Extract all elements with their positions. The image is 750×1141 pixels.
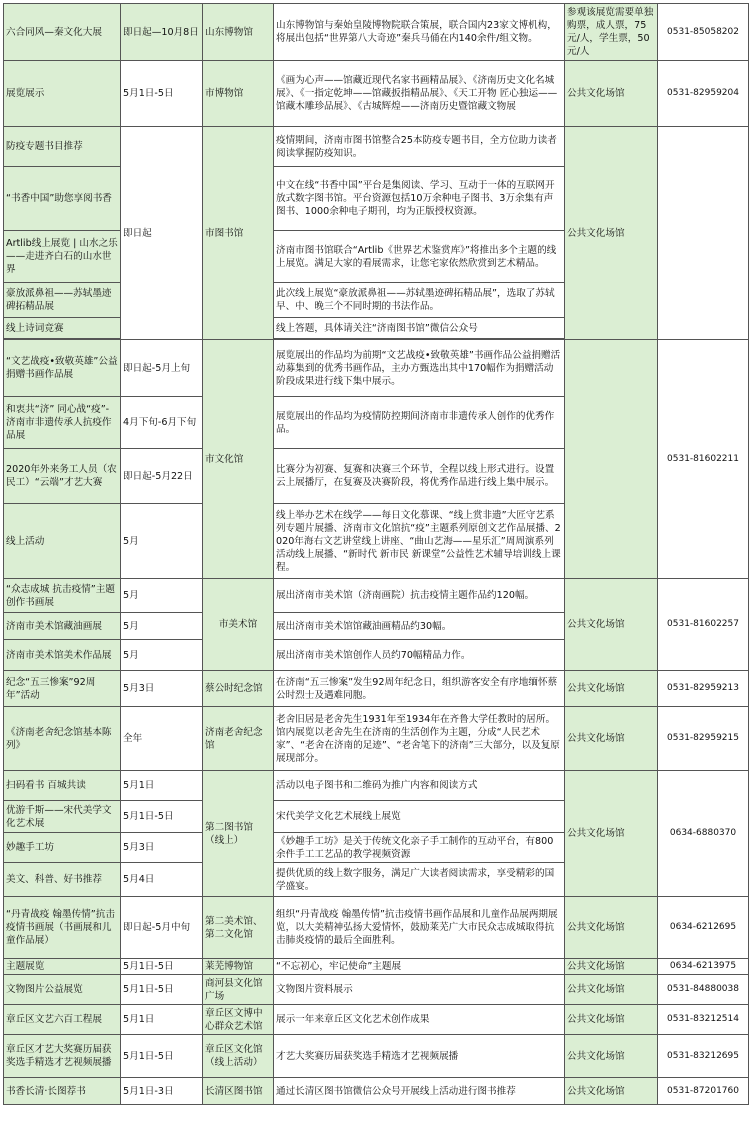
event-time: 5月1日 xyxy=(121,771,203,801)
event-content: 线上举办艺术在线学——每日文化慕课、“线上赏非遗”大匠守艺系列专题片展播、济南市文化馆抗“疫”主题系列原创文艺作品展播、2020年海右文艺讲堂线上讲座、“曲山艺海——星乐汇”周周演系列活动线上展播、“新时代 新市民 新课堂”公益性艺术辅导培训线上课程。 xyxy=(274,504,565,579)
event-venue: 章丘区文化馆（线上活动） xyxy=(203,1035,274,1078)
event-name: “丹青战疫 翰墨传情”抗击疫情书画展（书画展和儿童作品展） xyxy=(4,897,121,959)
event-note: 公共文化场馆 xyxy=(565,1078,658,1105)
event-venue: 蔡公时纪念馆 xyxy=(203,671,274,707)
event-name: 书香长清·长图荐书 xyxy=(4,1078,121,1105)
table-row xyxy=(4,671,749,707)
event-content: 比赛分为初赛、复赛和决赛三个环节，全程以线上形式进行。设置云上展播厅，在复赛及决赛阶段，将优秀作品进行线上集中展示。 xyxy=(274,449,565,504)
event-name: 线上活动 xyxy=(4,504,121,579)
event-time: 5月3日 xyxy=(121,833,203,863)
event-phone: 0531-83212514 xyxy=(658,1005,749,1035)
event-phone: 0531-85058202 xyxy=(658,4,749,61)
table-row xyxy=(4,4,749,61)
event-phone: 0531-82959204 xyxy=(658,61,749,127)
event-time: 即日起-5月上旬 xyxy=(121,340,203,397)
event-phone: 0531-82959215 xyxy=(658,707,749,771)
event-content: 《妙趣手工坊》是关于传统文化亲子手工制作的互动平台，有800余件手工工艺品的教学视频资源 xyxy=(274,833,565,863)
event-venue: 济南老舍纪念馆 xyxy=(203,707,274,771)
event-time: 5月3日 xyxy=(121,671,203,707)
event-content: 疫情期间，济南市图书馆整合25本防疫专题书目，全方位助力读者阅读掌握防疫知识。 xyxy=(274,127,565,167)
event-content: “不忘初心，牢记使命”主题展 xyxy=(274,959,565,975)
event-name: 妙趣手工坊 xyxy=(4,833,121,863)
event-note: 公共文化场馆 xyxy=(565,1035,658,1078)
event-phone: 0634-6212695 xyxy=(658,897,749,959)
event-content: 活动以电子图书和二维码为推广内容和阅读方式 xyxy=(274,771,565,801)
event-time: 5月1日-5日 xyxy=(121,61,203,127)
event-time: 5月 xyxy=(121,579,203,613)
event-name: “众志成城 抗击疫情”主题创作书画展 xyxy=(4,579,121,613)
event-note: 公共文化场馆 xyxy=(565,61,658,127)
event-time: 5月1日-5日 xyxy=(121,1035,203,1078)
event-phone: 0531-84880038 xyxy=(658,975,749,1005)
event-time: 即日起-5月中旬 xyxy=(121,897,203,959)
event-name: 豪放派鼻祖——苏轼墨迹碑拓精品展 xyxy=(4,283,121,318)
event-name: 扫码看书 百城共读 xyxy=(4,771,121,801)
event-note: 公共文化场馆 xyxy=(565,959,658,975)
event-name: “书香中国”助您享阅书香 xyxy=(4,167,121,231)
event-time: 5月1日-5日 xyxy=(121,959,203,975)
event-name: 优游千斯——宋代美学文化艺术展 xyxy=(4,801,121,833)
event-content: 提供优质的线上数字服务，满足广大读者阅读需求，享受精彩的国学盛宴。 xyxy=(274,863,565,897)
event-time: 5月 xyxy=(121,640,203,671)
event-content: 展出济南市美术馆（济南画院）抗击疫情主题作品约120幅。 xyxy=(274,579,565,613)
event-content: 组织“丹青战疫 翰墨传情”抗击疫情书画作品展和儿童作品展两期展览，以大美精神弘扬大爱情怀，鼓励莱芜广大市民众志成城取得抗击肺炎疫情的最后全面胜利。 xyxy=(274,897,565,959)
event-content: 展示一年来章丘区文化艺术创作成果 xyxy=(274,1005,565,1035)
table-row xyxy=(4,975,749,1005)
event-phone: 0531-81602211 xyxy=(658,340,749,579)
event-time: 5月1日 xyxy=(121,1005,203,1035)
event-venue: 市图书馆 xyxy=(203,127,274,340)
table-row xyxy=(4,897,749,959)
event-name: 美文、科普、好书推荐 xyxy=(4,863,121,897)
event-note: 公共文化场馆 xyxy=(565,1005,658,1035)
event-note: 公共文化场馆 xyxy=(565,975,658,1005)
event-name: 主题展览 xyxy=(4,959,121,975)
event-phone: 0634-6213975 xyxy=(658,959,749,975)
event-time: 即日起-5月22日 xyxy=(121,449,203,504)
event-venue: 长清区图书馆 xyxy=(203,1078,274,1105)
event-phone xyxy=(658,127,749,340)
table-row xyxy=(4,707,749,771)
table-row xyxy=(4,1078,749,1105)
event-time: 5月1日-5日 xyxy=(121,801,203,833)
event-content: 中文在线“书香中国”平台是集阅读、学习、互动于一体的互联网开放式数字图书馆。平台资源包括10万余种电子图书、3万余集有声图书、1000余种电子期刊，均为正版授权资源。 xyxy=(274,167,565,231)
event-venue: 第二美术馆、第二文化馆 xyxy=(203,897,274,959)
event-note: 公共文化场馆 xyxy=(565,671,658,707)
event-name: 和衷共“济” 同心战“疫”-济南市非遗传承人抗疫作品展 xyxy=(4,397,121,449)
event-venue: 市文化馆 xyxy=(203,340,274,579)
event-venue: 第二图书馆（线上） xyxy=(203,771,274,897)
table-row xyxy=(4,127,749,167)
table-row xyxy=(4,61,749,127)
event-name: 济南市美术馆美术作品展 xyxy=(4,640,121,671)
event-content: 才艺大奖赛历届获奖选手精选才艺视频展播 xyxy=(274,1035,565,1078)
event-content: 展出济南市美术馆馆藏油画精品约30幅。 xyxy=(274,613,565,640)
table-row xyxy=(4,959,749,975)
table-row xyxy=(4,771,749,801)
event-time: 全年 xyxy=(121,707,203,771)
event-content: 通过长清区图书馆微信公众号开展线上活动进行图书推荐 xyxy=(274,1078,565,1105)
event-time: 5月4日 xyxy=(121,863,203,897)
event-phone: 0531-81602257 xyxy=(658,579,749,671)
event-time: 5月 xyxy=(121,504,203,579)
event-name: 《济南老舍纪念馆基本陈列》 xyxy=(4,707,121,771)
event-name: 章丘区文艺六百工程展 xyxy=(4,1005,121,1035)
event-content: 展出济南市美术馆创作人员约70幅精品力作。 xyxy=(274,640,565,671)
table-row xyxy=(4,1035,749,1078)
event-time: 5月1日-5日 xyxy=(121,975,203,1005)
event-name: 展览展示 xyxy=(4,61,121,127)
event-content: 《画为心声——馆藏近现代名家书画精品展》、《济南历史文化名城展》、《一指定乾坤——馆藏扳指精品展》、《天工开物 匠心独运——馆藏木雕珍品展》、《古城辉煌——济南历史暨馆藏文物展 xyxy=(274,61,565,127)
event-note: 参观该展览需要单独购票，成人票，75元/人，学生票，50元/人 xyxy=(565,4,658,61)
event-time: 5月 xyxy=(121,613,203,640)
event-name: 2020年外来务工人员（农民工）“云端”才艺大赛 xyxy=(4,449,121,504)
event-content: 老舍旧居是老舍先生1931年至1934年在齐鲁大学任教时的居所。馆内展览以老舍先生在济南的生活创作为主题，分成“人民艺术家”、“老舍在济南的足迹”、“老舍笔下的济南”三大部分，以及复原展现部分。 xyxy=(274,707,565,771)
event-name: 文物图片公益展览 xyxy=(4,975,121,1005)
event-time: 4月下旬-6月下旬 xyxy=(121,397,203,449)
event-venue: 山东博物馆 xyxy=(203,4,274,61)
event-venue: 市美术馆 xyxy=(203,579,274,671)
event-name: 六合同风—秦文化大展 xyxy=(4,4,121,61)
event-phone: 0531-87201760 xyxy=(658,1078,749,1105)
event-note: 公共文化场馆 xyxy=(565,127,658,340)
event-note: 公共文化场馆 xyxy=(565,897,658,959)
table-row xyxy=(4,340,749,397)
event-content: 宋代美学文化艺术展线上展览 xyxy=(274,801,565,833)
event-phone: 0531-82959213 xyxy=(658,671,749,707)
event-content: 展览展出的作品均为前期“文艺战疫•致敬英雄”书画作品公益捐赠活动募集到的优秀书画作品，主办方甄选出其中170幅作为捐赠活动阶段成果进行线下集中展示。 xyxy=(274,340,565,397)
event-time: 5月1日-3日 xyxy=(121,1078,203,1105)
event-note: 公共文化场馆 xyxy=(565,771,658,897)
event-name: Artlib线上展览 | 山水之乐——走进齐白石的山水世界 xyxy=(4,231,121,283)
event-name: 济南市美术馆藏油画展 xyxy=(4,613,121,640)
event-phone: 0634-6880370 xyxy=(658,771,749,897)
event-time: 即日起 xyxy=(121,127,203,340)
event-name: “文艺战疫•致敬英雄”公益捐赠书画作品展 xyxy=(4,340,121,397)
event-content: 文物图片资料展示 xyxy=(274,975,565,1005)
event-note xyxy=(565,340,658,579)
event-name: 线上诗词竞赛 xyxy=(4,318,121,339)
event-venue: 市博物馆 xyxy=(203,61,274,127)
event-note: 公共文化场馆 xyxy=(565,579,658,671)
event-phone: 0531-83212695 xyxy=(658,1035,749,1078)
event-venue: 章丘区文博中心群众艺术馆 xyxy=(203,1005,274,1035)
event-name: 防疫专题书目推荐 xyxy=(4,127,121,167)
event-content: 济南市图书馆联合“Artlib《世界艺术鉴赏库》”将推出多个主题的线上展览。满足大家的看展需求，让您宅家依然欣赏到艺术精品。 xyxy=(274,231,565,283)
event-name: 章丘区才艺大奖赛历届获奖选手精选才艺视频展播 xyxy=(4,1035,121,1078)
event-note: 公共文化场馆 xyxy=(565,707,658,771)
events-table xyxy=(3,3,749,1105)
event-venue: 商河县文化馆广场 xyxy=(203,975,274,1005)
event-content: 展览展出的作品均为疫情防控期间济南市非遗传承人创作的优秀作品。 xyxy=(274,397,565,449)
event-venue: 莱芜博物馆 xyxy=(203,959,274,975)
event-time: 即日起—10月8日 xyxy=(121,4,203,61)
table-row xyxy=(4,1005,749,1035)
event-content: 山东博物馆与秦始皇陵博物院联合策展，联合国内23家文博机构，将展出包括“世界第八大奇迹”秦兵马俑在内140余件/组文物。 xyxy=(274,4,565,61)
event-content: 在济南“五三惨案”发生92周年纪念日，组织游客安全有序地缅怀蔡公时烈士及遇难同胞。 xyxy=(274,671,565,707)
event-content: 此次线上展览“豪放派鼻祖——苏轼墨迹碑拓精品展”，选取了苏轼早、中、晚三个不同时期的书法作品。 xyxy=(274,283,565,318)
event-content: 线上答题，具体请关注“济南图书馆”微信公众号 xyxy=(274,318,565,339)
event-name: 纪念“五三惨案”92周年”活动 xyxy=(4,671,121,707)
table-row xyxy=(4,579,749,613)
